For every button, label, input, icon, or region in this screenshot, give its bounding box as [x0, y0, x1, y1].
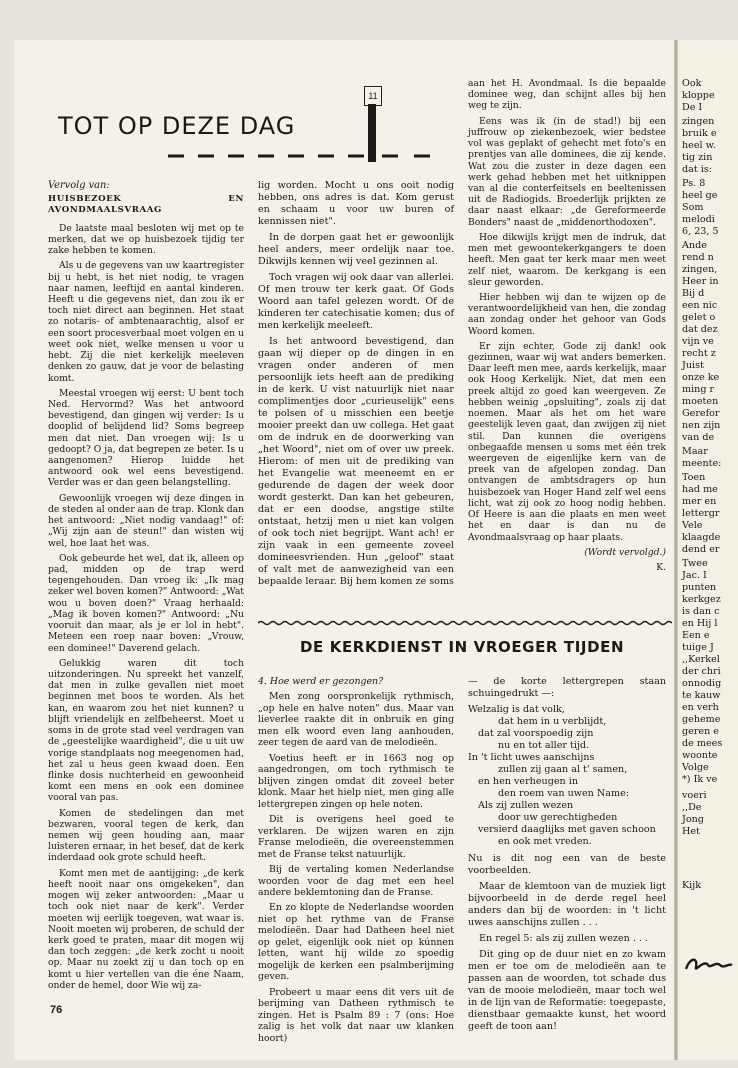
fragment-line: punten [682, 582, 717, 593]
fragment-line: Vele [682, 520, 703, 531]
fragment-line: en verh [682, 702, 719, 713]
section-title: DE KERKDIENST IN VROEGER TIJDEN [300, 638, 625, 656]
fragment-line: heel w. [682, 140, 716, 151]
fragment-line: Kijk [682, 880, 702, 891]
fragment-line: dat is: [682, 164, 712, 175]
fragment-line: Ande [682, 240, 707, 251]
fragment-line: melodi [682, 214, 715, 225]
fragment-line: Som [682, 202, 704, 213]
fragment-line: Toen [682, 472, 706, 483]
vervolg-label: Vervolg van: [48, 180, 110, 191]
fragment-line: Ps. 8 [682, 178, 706, 189]
paragraph: Gelukkig waren dit toch uitzonderingen. Nu spreekt het vanzelf, dat men in zulke gevallen niet moet beginnen met boos te worden. Als het kan, en waarom zou het niet kunnen? u blijft vriendelijk en zelfbeheerst. Moet u soms in de grote stad veel verdragen van de „geestelijke waardigheid", die u uit uw vorige standplaats nog meegenomen had, het zal u heus geen kwaad doen. Een flinke dosis nuchterheid en gewoonheid komt een mens en ook een dominee vooral van pas. [48, 657, 244, 804]
paragraph: Er zijn echter, Gode zij dank! ook gezinnen, waar wij wat anders bemerken. Daar leeft men mee, aards kerkelijk, maar ook Hoog Kerkelijk. Niet, dat men een preek altijd zo goed kan weergeven. Ze hebben weinig „opsluiting", zoals zij dat noemen. Maar als het om het ware geestelijk leven gaat, dan zwijgen zij niet stil. Dan kunnen die overigens onbegaafde mensen u soms met één trek weergeven de eigenlijke kern van de preek van de afgelopen zondag. Dan ontvangen de ambtsdragers op hun huisbezoek van Hoger Hand zelf wel eens licht, wat zij ook zo hoog nodig hebben. Of Heere is aan die plaats en men weet het en daar is dan nu de Avondmaalsvraag op haar plaats. [468, 340, 666, 543]
psalm-verse [468, 704, 666, 848]
verse-line: In 't licht uwes aanschijns [468, 752, 595, 763]
section-heading: 4. Hoe werd er gezongen? [258, 676, 384, 687]
fragment-line: Twee [682, 558, 708, 569]
fragment-line: Juist [682, 360, 704, 371]
fragment-line: zingen [682, 116, 715, 127]
article-column-1 [48, 180, 244, 995]
paragraph: In de dorpen gaat het er gewoonlijk heel anders, meer ordelijk naar toe. Dikwijls kennen wij veel gezinnen al. [258, 232, 454, 267]
fragment-line: tig zin [682, 152, 713, 163]
paragraph: Hier hebben wij dan te wijzen op de verantwoordelijkheid van hen, die zondag aan zondag onder het gehoor van Gods Woord komen. [468, 291, 666, 337]
fragment-line: en Hij l [682, 618, 718, 629]
verse-line: en hen verheugen in [478, 776, 579, 787]
fragment-line: nen zijn [682, 420, 721, 431]
fragment-line: woonte [682, 750, 718, 761]
paragraph: Probeert u maar eens dit vers uit de berijming van Datheen rythmisch te zingen. Het is Psalm 89 : 7 (ons: Hoe zalig is het volk dat naar uw klanken hoort) [258, 986, 454, 1044]
fragment-line: ,,Kerkel [682, 654, 720, 665]
issue-number-box: 11 [364, 86, 382, 106]
fragment-line: Jong [682, 814, 704, 825]
title-dash-rule [168, 151, 430, 161]
fragment-line: een nic [682, 300, 718, 311]
fragment-line: meente: [682, 458, 722, 469]
section-divider [258, 620, 672, 626]
fragment-line: tuige J [682, 642, 714, 653]
paragraph: Dit ging op de duur niet en zo kwam men er toe om de melodieën aan te passen aan de woorden, tot schade dus van de mooie melodieën, maar toch wel in de lijn van de Reformatie: toegepaste, dienstbaar gemaakte kunst, het woord geeft de toon aan! [468, 949, 666, 1032]
fragment-line: kerkgez [682, 594, 721, 605]
fragment-line: heel ge [682, 190, 718, 201]
fragment-line: is dan c [682, 606, 720, 617]
paragraph: Dit is overigens heel goed te verklaren. De wijzen waren en zijn Franse melodieën, die overeenstemmen met de Franse tekst natuurlijk. [258, 814, 454, 860]
paragraph: Komt men met de aantijging: „de kerk heeft nooit naar ons omgekeken", dan mogen wij zeker antwoorden: „Maar u toch ook niet naar de kerk". Verder moeten wij eerlijk toegeven, wat waar is. Nooit moeten wij proberen, de schuld der kerk goed te praten, maar dit mogen wij dan toch zeggen: „de kerk zocht u nooit op. Maar nu zoekt zij u dan toch op en komt u hier vertellen van die éne Naam, onder de hemel, door Wie wij za- [48, 867, 244, 991]
fragment-line: de mees [682, 738, 723, 749]
paragraph: Toch vragen wij ook daar van allerlei. Of men trouw ter kerk gaat. Of Gods Woord aan tafel gelezen wordt. Of de kinderen ter catechisatie komen; dus of men kerkelijk meeleeft. [258, 272, 454, 331]
paragraph: Is het antwoord bevestigend, dan gaan wij dieper op de dingen in en vragen onder anderen of men persoonlijk iets heeft aan de prediking in de kerk. U vist natuurlijk niet naar complimentjes door „curieuselijk" eens te polsen of u misschien een beetje mooier preekt dan uw collega. Het gaat om de indruk en de doorwerking van „het Woord", niet om of over uw preek. Hierom: of men uit de prediking van het Evangelie wat meeneemt en er gedurende de dagen der week door wordt gesterkt. Dan kan het gebeuren, dat er een doodse, angstige stilte ontstaat, hetzij men u niet kan volgen of ook toch niet begrijpt. Want ach! er zijn vaak in een gemeente zoveel domineesvrienden. Hun „geloof" staat of valt met de aanwezigheid van een bepaalde leraar. Bij hem komen ze soms [258, 336, 454, 587]
adjacent-page [678, 40, 738, 1060]
fragment-line: recht z [682, 348, 716, 359]
fragment-line: bruik e [682, 128, 717, 139]
paragraph: De laatste maal besloten wij met op te merken, dat we op huisbezoek tijdig ter zake hebben te komen. [48, 222, 244, 257]
fragment-line: vijn ve [682, 336, 714, 347]
verse-line: nu en tot aller tijd. [498, 740, 590, 751]
fragment-line: onze ke [682, 372, 720, 383]
paragraph: Als u de gegevens van uw kaartregister bij u hebt, is het niet nodig, te vragen naar namen, leeftijd en aantal kinderen. Heeft u die gegevens niet, dan zou ik er toch niet direct aan beginnen. Het staat zo notaris- of ambtenaarachtig, alsof er een soort procesverbaal moet volgen en u weet ook niet, welke mensen u voor u hebt. Zij die niet kerkelijk meeleven denken zo gauw, dat je voor de belasting komt. [48, 260, 244, 384]
fragment-line: gelet o [682, 312, 716, 323]
paragraph: lig worden. Mocht u ons ooit nodig hebben, ons adres is dat. Kom gerust en schaam u voor uw buren of kennissen niet". [258, 180, 454, 227]
fragment-line: dend er [682, 544, 720, 555]
article-column-2 [258, 180, 454, 592]
fragment-line: De I [682, 102, 703, 113]
verse-line: Als zij zullen wezen [478, 800, 574, 811]
paragraph: Men zong oorspronkelijk rythmisch, „op hele en halve noten" dus. Maar van lieverlee raakte dit in onbruik en ging men elk woord even lang aanhouden, zeer tegen de aard van de melodieën. [258, 691, 454, 749]
fragment-line: voeri [682, 790, 707, 801]
paragraph: Voetius heeft er in 1663 nog op aangedrongen, om toch rythmisch te blijven zingen omdat dit zoveel beter klonk. Maar het hielp niet, men ging alle lettergrepen zingen op hele noten. [258, 752, 454, 810]
fragment-line: geheme [682, 714, 721, 725]
fragment-line: Bij d [682, 288, 705, 299]
fragment-line: moeten [682, 396, 719, 407]
fragment-line: Een e [682, 630, 710, 641]
fragment-line: Ook [682, 78, 702, 89]
fragment-line: Heer in [682, 276, 719, 287]
fragment-line: had me [682, 484, 718, 495]
paragraph: aan het H. Avondmaal. Is die bepaalde dominee weg, dan schijnt alles bij hen weg te zijn. [468, 78, 666, 112]
fragment-line: ming r [682, 384, 715, 395]
paragraph: En zo klopte de Nederlandse woorden niet op het rythme van de Franse melodieën. Daar had Datheen heel niet op gelet, eigenlijk ook niet op kúnnen letten, want hij wilde zo spoedig mogelijk de kerken een psalmberijming geven. [258, 902, 454, 983]
article-subheading: HUISBEZOEK EN AVONDMAALSVRAAG [48, 194, 244, 216]
fragment-line: mer en [682, 496, 717, 507]
article-column-3 [468, 78, 666, 577]
verse-line: zullen zij gaan al t' samen, [498, 764, 628, 775]
verse-line: Welzalig is dat volk, [468, 704, 565, 715]
verse-line: dat zal voorspoedig zijn [478, 728, 594, 739]
fragment-line: lettergr [682, 508, 720, 519]
fragment-line: klaagde [682, 532, 721, 543]
page-number: 76 [50, 1004, 63, 1016]
fragment-line: Maar [682, 446, 708, 457]
fragment-line: te kauw [682, 690, 721, 701]
verse-line: den roem van uwen Name: [498, 788, 630, 799]
fragment-line: Gerefor [682, 408, 720, 419]
fragment-line: van de [682, 432, 715, 443]
paragraph: Nu is dit nog een van de beste voorbeelden. [468, 853, 666, 876]
paragraph: En regel 5: als zij zullen wezen . . . [479, 933, 649, 944]
fragment-line: zingen, [682, 264, 718, 275]
fragment-line: Jac. I [682, 570, 707, 581]
paragraph: — de korte lettergrepen staan schuingedrukt —: [468, 676, 666, 699]
verse-line: door uw gerechtigheden [498, 812, 618, 823]
fragment-line: 6, 23, 5 [682, 226, 719, 237]
paragraph: Meestal vroegen wij eerst: U bent toch Ned. Hervormd? Was het antwoord bevestigend, dan gingen wij verder: Is u dooplid of belijdend lid? Soms begreep men dat niet. Dan vroegen wij: Is u gedoopt? O ja, dat begrepen ze beter. Is u aangenomen? Hierop luidde het antwoord ook wel eens bevestigend. Verder was er dan geen belangstelling. [48, 387, 244, 489]
fragment-line: der chri [682, 666, 721, 677]
fragment-line: dat dez [682, 324, 718, 335]
paragraph: Ook gebeurde het wel, dat ik, alleen op pad, midden op de trap werd tegengehouden. Dan vroeg ik: „Ik mag zeker wel boven komen?" Antwoord: „Wat wou u boven doen?" Vraag herhaald: „Mag ik boven komen?" Antwoord: „Nu vooruit dan maar, als je er lol in hebt". Meteen een roep naar boven: „Vrouw, een dominee!" Daverend gelach. [48, 552, 244, 654]
continued-note: (Wordt vervolgd.) [584, 546, 666, 558]
fragment-line: onnodig [682, 678, 722, 689]
paragraph: Komen de stedelingen dan met bezwaren, vooral tegen de kerk, dan nemen wij geen houding aan, maar luisteren ernaar, in het besef, dat de kerk inderdaad ook grote schuld heeft. [48, 807, 244, 864]
verse-line: en ook met vreden. [498, 836, 592, 847]
paragraph: Eens was ik (in de stad!) bij een juffrouw op ziekenbezoek, wier bedstee vol was geplakt of gehecht met foto's en prentjes van alle dominees, die zij kende. Wat zou die zuster in deze dagen een werk gehad hebben met het uitknippen van al die conterfeitsels en beeltenissen uit de Radiogids. Broederlijk prijkten ze daar naast elkaar: „de Gereformeerde Bonders" naast de „middenorthodoxen". [468, 115, 666, 228]
fragment-line: kloppe [682, 90, 715, 101]
signature: K. [656, 561, 666, 573]
fragment-line: geren e [682, 726, 719, 737]
fragment-line: Het [682, 826, 700, 837]
paragraph: Gewoonlijk vroegen wij deze dingen in de steden al onder aan de trap. Klonk dan het antwoord: „Niet nodig vandaag!" of: „Wij zijn aan de steun!" dan wisten wij wel, hoe laat het was. [48, 492, 244, 549]
paragraph: Maar de klemtoon van de muziek ligt bijvoorbeeld in de derde regel heel anders dan bij de woorden: in 't licht uwes aanschijns zullen . . . [468, 881, 666, 928]
script-heading-ornament [682, 953, 734, 975]
fragment-line: rend n [682, 252, 714, 263]
paragraph: Bij de vertaling komen Nederlandse woorden voor de dag met een heel andere beklemtoning dan de Franse. [258, 864, 454, 898]
kerkdienst-column-left [258, 676, 454, 1048]
article-title: TOT OP DEZE DAG [58, 112, 296, 140]
paragraph: Hoe dikwijls krijgt men de indruk, dat men met gewoontekerkgangers te doen heeft. Men gaat ter kerk maar men weet zelf niet, waarom. De kerkgang is een sleur geworden. [468, 231, 666, 288]
fragment-line: ,,De [682, 802, 702, 813]
kerkdienst-column-right [468, 676, 666, 1037]
fragment-line: Volge [682, 762, 709, 773]
verse-line: dat hem in u verblijdt, [498, 716, 607, 727]
fragment-line: *) Ik ve [682, 774, 718, 785]
verse-line: versierd daaglijks met gaven schoon [478, 824, 656, 835]
